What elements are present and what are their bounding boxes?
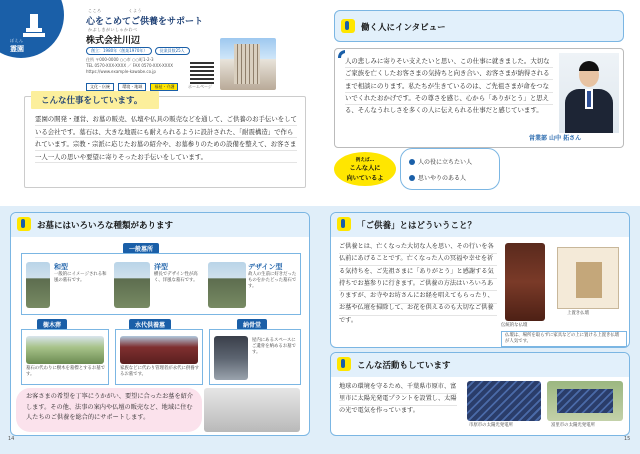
work-description-box — [24, 96, 306, 188]
company-tel: TEL 0570-XXX-XXXX ／ FAX 0570-XXX-XXXX — [86, 63, 173, 68]
work-heading-bg — [31, 91, 159, 109]
ichihara-solar-caption: 市原市の太陽光発電所 — [469, 423, 513, 428]
category-label: 霊園 — [10, 45, 24, 53]
kuyo-text: ご供養とは、亡くなった大切な人を思い、その行いを各仏前にあげることです。亡くなった人の冥福や幸せを祈る気持ちを、ご先祖さまに「ありがとう」と感謝する気持ちでお墓参りに行きます。ご供養の方法はいろいろありますが、お寺やお坊さんにお経を唱えてもらったり、お墓や仏壇を掃除して、お花を供えるのも大切なご供養です。 — [339, 241, 497, 327]
card-yo — [154, 262, 204, 284]
card-design — [248, 262, 300, 291]
columbarium-body: 屋内にあるスペースにご遺骨を納めるお墓です。 — [252, 338, 296, 356]
trait-item-2 — [409, 173, 466, 182]
grave-types-header — [11, 213, 309, 237]
company-contact — [86, 57, 186, 75]
kuyo-header — [331, 213, 629, 237]
trait-1: 人の役に立ちたい人 — [418, 159, 473, 166]
card-design-title: デザイン型 — [248, 263, 283, 271]
interview-header — [334, 10, 624, 42]
kuyo-title: 「ご供養」とはどういうこと？ — [357, 221, 477, 231]
check-culture: 文化・伝統 — [86, 83, 114, 91]
bubble-line-1: 例えば… — [355, 158, 375, 163]
homepage-label: ホームページ — [188, 84, 212, 89]
interview-box — [334, 48, 624, 148]
category-furigana: ぼえん — [10, 38, 24, 43]
interviewee-credit: 営業部 山中 拓さん — [529, 135, 582, 142]
company-name: 株式会社川辺 — [86, 36, 141, 46]
traditional-butsudan-caption: 伝統的な仏壇 — [501, 323, 528, 328]
traditional-butsudan-photo — [505, 243, 545, 321]
modern-butsudan-note: 仏壇は、場所を取らずに家具などの上に置ける上置き仏壇が人気です。 — [501, 331, 627, 347]
bullet-icon — [409, 159, 415, 165]
tomisato-solar-caption: 富里市の太陽光発電所 — [551, 423, 595, 428]
consultation-text: お客さまの希望を丁寧にうかがい、要望に合ったお墓を紹介します。その他、法事の案内や仏壇の販売など、地域に住む人たちのご供養を総合的にサポートします。 — [26, 393, 194, 421]
suited-traits-box — [400, 148, 500, 190]
bubble-line-3: 向いているよ — [346, 175, 384, 182]
tree-burial-photo — [26, 336, 104, 364]
grave-types-title: お墓にはいろいろな種類があります — [37, 221, 174, 231]
card-design-body: 故人の生前に好きだったものをかたどった墓石です。 — [248, 272, 297, 290]
general-graves-label: 一般墓所 — [123, 243, 159, 254]
grave-icon — [22, 12, 46, 38]
check-welfare: 福祉・介護 — [150, 83, 178, 91]
columbarium-photo — [214, 336, 248, 380]
modern-butsudan-photo — [557, 247, 619, 309]
tree-burial-panel — [21, 329, 109, 385]
eternal-memorial-body: 家族などに代わり管理者が永代に供養するお墓です。 — [120, 366, 200, 378]
eternal-memorial-photo — [120, 336, 198, 364]
company-tagline: 心をこめてご供養をサポート — [86, 17, 204, 27]
wa-grave-photo — [26, 262, 50, 308]
card-wa — [54, 262, 110, 284]
trait-2: 思いやりのある人 — [418, 175, 467, 182]
yo-grave-photo — [114, 262, 150, 308]
activity-section — [330, 352, 630, 436]
company-address: 住所 〒000-0000 ○○市 ○○町1-2-3 — [86, 57, 154, 62]
modern-butsudan-caption: 上置き仏壇 — [567, 311, 589, 316]
interest-checkboxes — [86, 82, 180, 91]
activity-header — [331, 353, 629, 377]
page-number-right: 15 — [624, 436, 631, 442]
check-environment: 環境・地域 — [118, 83, 146, 91]
design-grave-photo — [208, 262, 246, 308]
tree-burial-body: 墓石の代わりに樹木を墓標とするお墓です。 — [26, 366, 106, 378]
company-name-furigana: かぶしきがいしゃかわべ — [88, 27, 138, 32]
card-wa-title: 和型 — [54, 263, 68, 271]
interview-text: 人の悲しみに寄りそい支えたいと思い、この仕事に就きました。大切なご家族を亡くしたお客さまの気持ちと向き合い、お客さまが納得されるまで相談にのります。私たちが生きているのは、ご先祖さまが命をつないでくれたおかげです。その尊さを感じ、心から「ありがとう」と思える、そんなうれしさを多くの人に伝えられる仕事だと感じています。 — [345, 55, 553, 116]
general-graves-panel — [21, 253, 301, 315]
ichihara-solar-photo — [467, 381, 541, 421]
company-tags — [86, 46, 190, 55]
bullet-icon — [409, 175, 415, 181]
kuyo-section — [330, 212, 630, 348]
page-number-left: 14 — [8, 436, 15, 442]
employees-tag: 従業員数25人 — [155, 47, 190, 55]
company-url[interactable]: https://www.example-kawabe.co.jp — [86, 69, 156, 74]
eternal-memorial-label: 水代供養墓 — [129, 319, 171, 330]
pointing-hand-icon — [17, 217, 31, 231]
card-yo-title: 洋型 — [154, 263, 168, 271]
pointing-hand-icon — [337, 217, 351, 231]
consultation-photo — [204, 388, 300, 432]
founded-tag: 創立：1980年（創業1970年） — [86, 47, 152, 55]
interview-title: 働く人にインタビュー — [361, 23, 446, 33]
activity-title: こんな活動もしています — [357, 361, 451, 371]
qr-code[interactable] — [190, 60, 214, 84]
bubble-line-2: こんな人に — [349, 165, 381, 172]
suited-for-bubble — [334, 152, 396, 186]
card-wa-body: 一般的にイメージされる和風の墓石です。 — [54, 272, 107, 284]
columbarium-label: 納骨堂 — [237, 319, 267, 330]
eternal-memorial-panel — [115, 329, 203, 385]
activity-text: 地球の環境を守るため、千葉県市原市、富里市に太陽光発電プラントを設置し、太陽の光で電気を作っています。 — [339, 381, 457, 417]
tree-burial-label: 樹木葬 — [37, 319, 67, 330]
columbarium-panel — [209, 329, 301, 385]
pointing-hand-icon — [341, 19, 355, 33]
card-yo-body: 横長でデザイン性が高く、洋風な墓石です。 — [154, 272, 198, 284]
consultation-note — [16, 388, 202, 432]
pointing-hand-icon — [337, 357, 351, 371]
right-page — [320, 0, 640, 454]
tomisato-solar-photo — [547, 381, 623, 421]
company-title-furigana: こころ くよう — [88, 8, 142, 13]
work-heading: こんな仕事をしています。 — [41, 96, 143, 106]
employee-portrait — [559, 53, 619, 133]
work-text: 霊園の開発・運営、お墓の販売、仏壇や仏具の販売などを通して、ご供養のお手伝いをしている会社です。墓石は、大きな地震にも耐えられるように設計された、「耐震構造」で作られています。宗教・宗派に応じたお墓の紹介や、お墓参りのための設備を整えて、お客さま一人一人の思いや要望に寄りそったお手伝いをしています。 — [35, 113, 297, 163]
trait-item-1 — [409, 157, 472, 166]
company-building-photo — [220, 38, 276, 90]
